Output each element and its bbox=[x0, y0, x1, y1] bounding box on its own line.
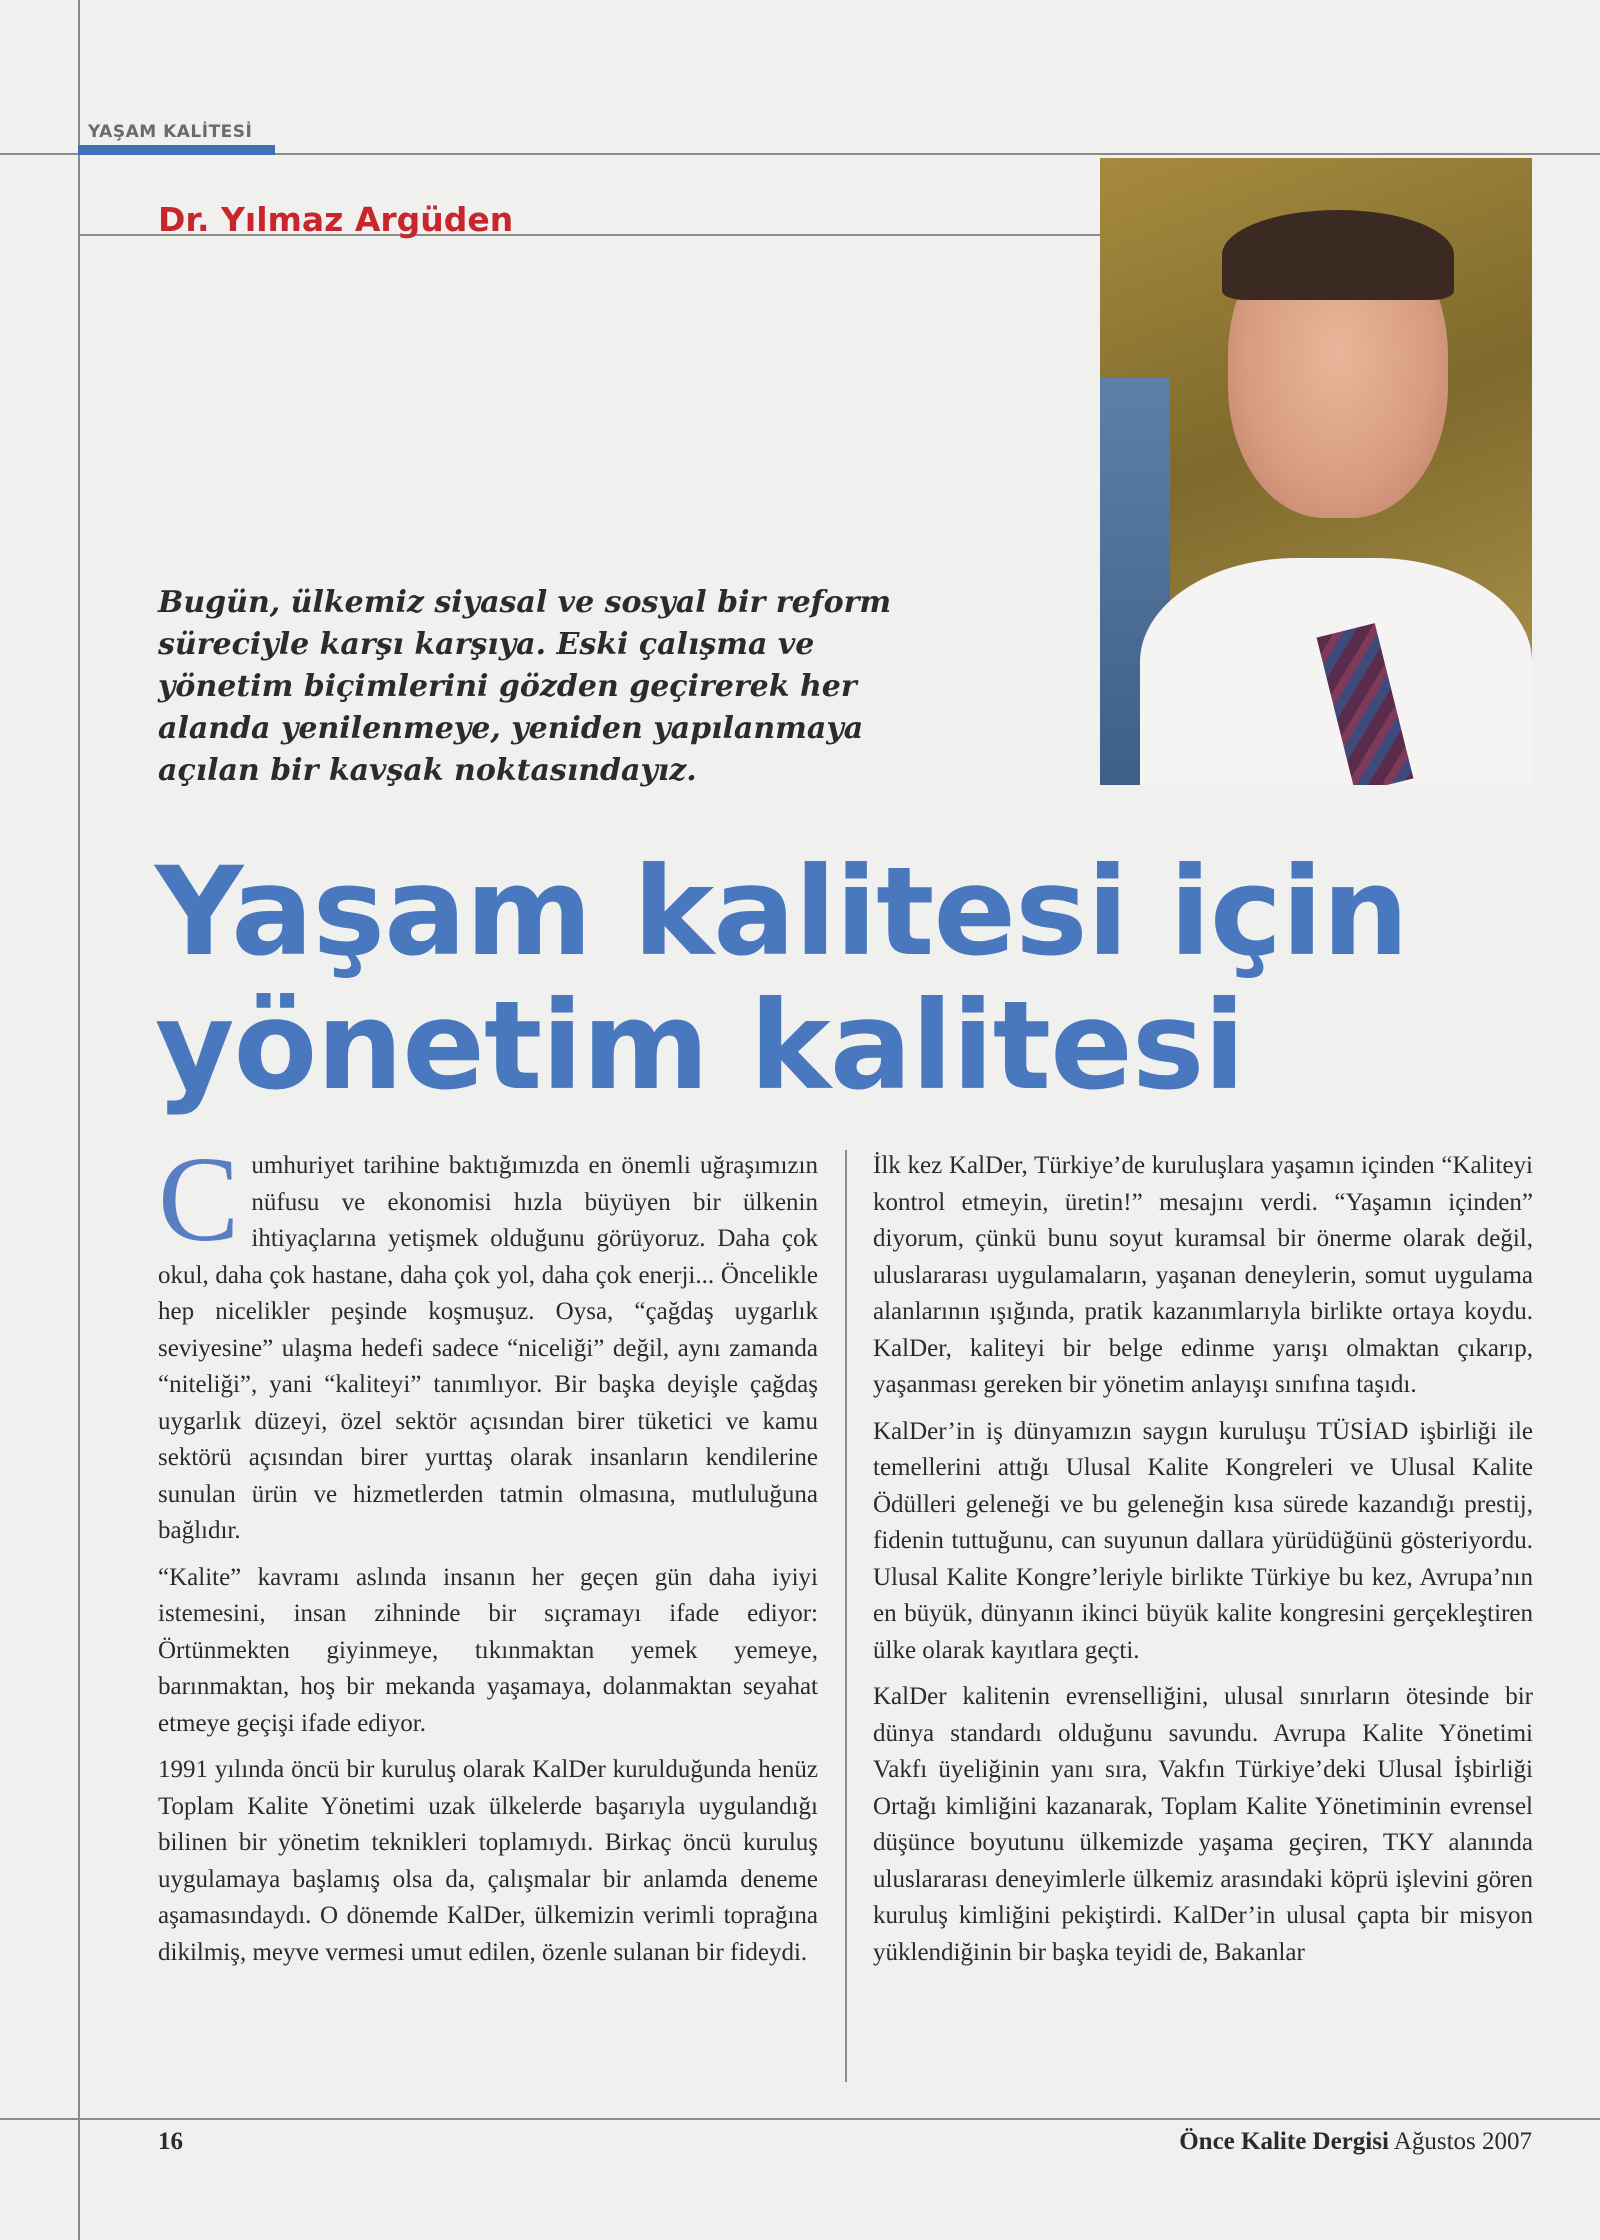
body-paragraph bbox=[158, 1132, 818, 1550]
article-headline bbox=[155, 841, 1535, 1117]
deck-line: Bugün, ülkemiz siyasal ve sosyal bir reform bbox=[158, 585, 892, 620]
footer-credit bbox=[1179, 2128, 1532, 2156]
page-number: 16 bbox=[158, 2128, 183, 2155]
body-paragraph: KalDer kalitenin evrenselliğini, ulusal sınırların ötesinde bir dünya standardı olduğunu savundu. Avrupa Kalite Yönetimi Vakfı üyeliğinin yanı sıra, Vakfın Türkiye’deki Ulusal İşbirliği Ortağı kimliğini kazanarak, Toplam Kalite Yönetiminin evrensel düşünce boyutunu ülkemizde yaşama geçiren, TKY alanında uluslararası deneyimlerle ülkemiz arasındaki köprü işlevini gören kuruluş kimliğini pekiştirdi. KalDer’in ulusal çapta bir misyon yüklendiğinin bir başka teyidi de, Bakanlar bbox=[873, 1683, 1533, 1966]
body-column-right bbox=[873, 1148, 1533, 1981]
issue-date: Ağustos 2007 bbox=[1393, 2128, 1532, 2155]
author-byline: Dr. Yılmaz Argüden bbox=[158, 200, 514, 239]
body-column-left bbox=[158, 1132, 818, 1981]
article-deck bbox=[158, 582, 978, 792]
footer-rule bbox=[0, 2118, 1600, 2120]
section-accent-bar bbox=[78, 145, 275, 155]
author-photo bbox=[1100, 158, 1532, 785]
deck-line: yönetim biçimlerini gözden geçirerek her bbox=[158, 669, 857, 704]
magazine-name: Önce Kalite Dergisi bbox=[1179, 2128, 1389, 2155]
drop-cap: C bbox=[158, 1132, 240, 1267]
deck-line: alanda yenilenmeye, yeniden yapılanmaya bbox=[158, 711, 864, 746]
body-paragraph: 1991 yılında öncü bir kuruluş olarak KalDer kurulduğunda henüz Toplam Kalite Yönetimi uzak ülkelerde başarıyla uygulandığı bilinen bir yönetim teknikleri toplamıydı. Birkaç öncü kuruluş uygulamaya başlamış olsa da, çalışmalar bir anlamda deneme aşamasındaydı. O dönemde KalDer, ülkemizin verimli toprağına dikilmiş, meyve vermesi umut edilen, özenle sulanan bir fideydi. bbox=[158, 1756, 818, 1966]
headline-line-1: Yaşam kalitesi için bbox=[155, 841, 1408, 983]
body-paragraph: KalDer’in iş dünyamızın saygın kuruluşu TÜSİAD işbirliği ile temellerini attığı Ulusal Kalite Kongreleri ve Ulusal Kalite Ödülleri geleneği ve bu geleneğin kısa sürede kazandığı prestij, fidenin tuttuğunu, can suyunun dallara yürüdüğünü gösteriyordu. Ulusal Kalite Kongre’leriyle birlikte Türkiye bu kez, Avrupa’nın en büyük, dünyanın ikinci büyük kalite kongresini gerçekleştiren ülke olarak kayıtlara geçti. bbox=[873, 1417, 1533, 1664]
section-label: YAŞAM KALİTESİ bbox=[88, 122, 253, 142]
body-paragraph: “Kalite” kavramı aslında insanın her geçen gün daha iyiyi istemesini, insan zihninde bir sıçramayı ifade ediyor: Örtünmekten giyinmeye, tıkınmaktan yemek yemeye, barınmaktan, hoş bir mekanda yaşamaya, dolanmaktan seyahat etmeye geçişi ifade ediyor. bbox=[158, 1563, 818, 1737]
body-paragraph: İlk kez KalDer, Türkiye’de kuruluşlara yaşamın içinden “Kaliteyi kontrol etmeyin, üretin!” mesajını verdi. “Yaşamın içinden” diyorum, çünkü bunu soyut kuramsal bir önerme olarak değil, uluslararası uygulamaların, yaşanan deneylerin, somut uygulama alanlarının ışığında, pratik kazanımlarıyla birlikte ortaya koydu. KalDer, kaliteyi bir belge edinme yarışı olmaktan çıkarıp, yaşanması gereken bir yönetim anlayışı sınıfına taşıdı. bbox=[873, 1152, 1533, 1398]
photo-hair bbox=[1222, 210, 1454, 300]
column-divider bbox=[845, 1150, 847, 2082]
deck-line: açılan bir kavşak noktasındayız. bbox=[158, 753, 697, 788]
margin-rule-vertical bbox=[78, 0, 80, 2240]
paragraph-text: umhuriyet tarihine baktığımızda en önemli uğraşımızın nüfusu ve ekonomisi hızla büyüyen bir ülkenin ihtiyaçlarına yetişmek olduğunu görüyoruz. Daha çok okul, daha çok hastane, daha çok yol, daha çok enerji... Öncelikle hep nicelikler peşinde koşmuşuz. Oysa, “çağdaş uygarlık seviyesine” ulaşma hedefi sadece “niceliği” değil, aynı zamanda “niteliği”, yani “kaliteyi” tanımlıyor. Bir başka deyişle çağdaş uygarlık düzeyi, özel sektör açısından birer tüketici ve kamu sektörü açısından birer yurttaş olarak insanların kendilerine sunulan ürün ve hizmetlerden tatmin olmasına, mutluluğuna bağlıdır. bbox=[158, 1152, 818, 1544]
deck-line: süreciyle karşı karşıya. Eski çalışma ve bbox=[158, 627, 815, 662]
headline-line-2: yönetim kalitesi bbox=[155, 975, 1245, 1117]
